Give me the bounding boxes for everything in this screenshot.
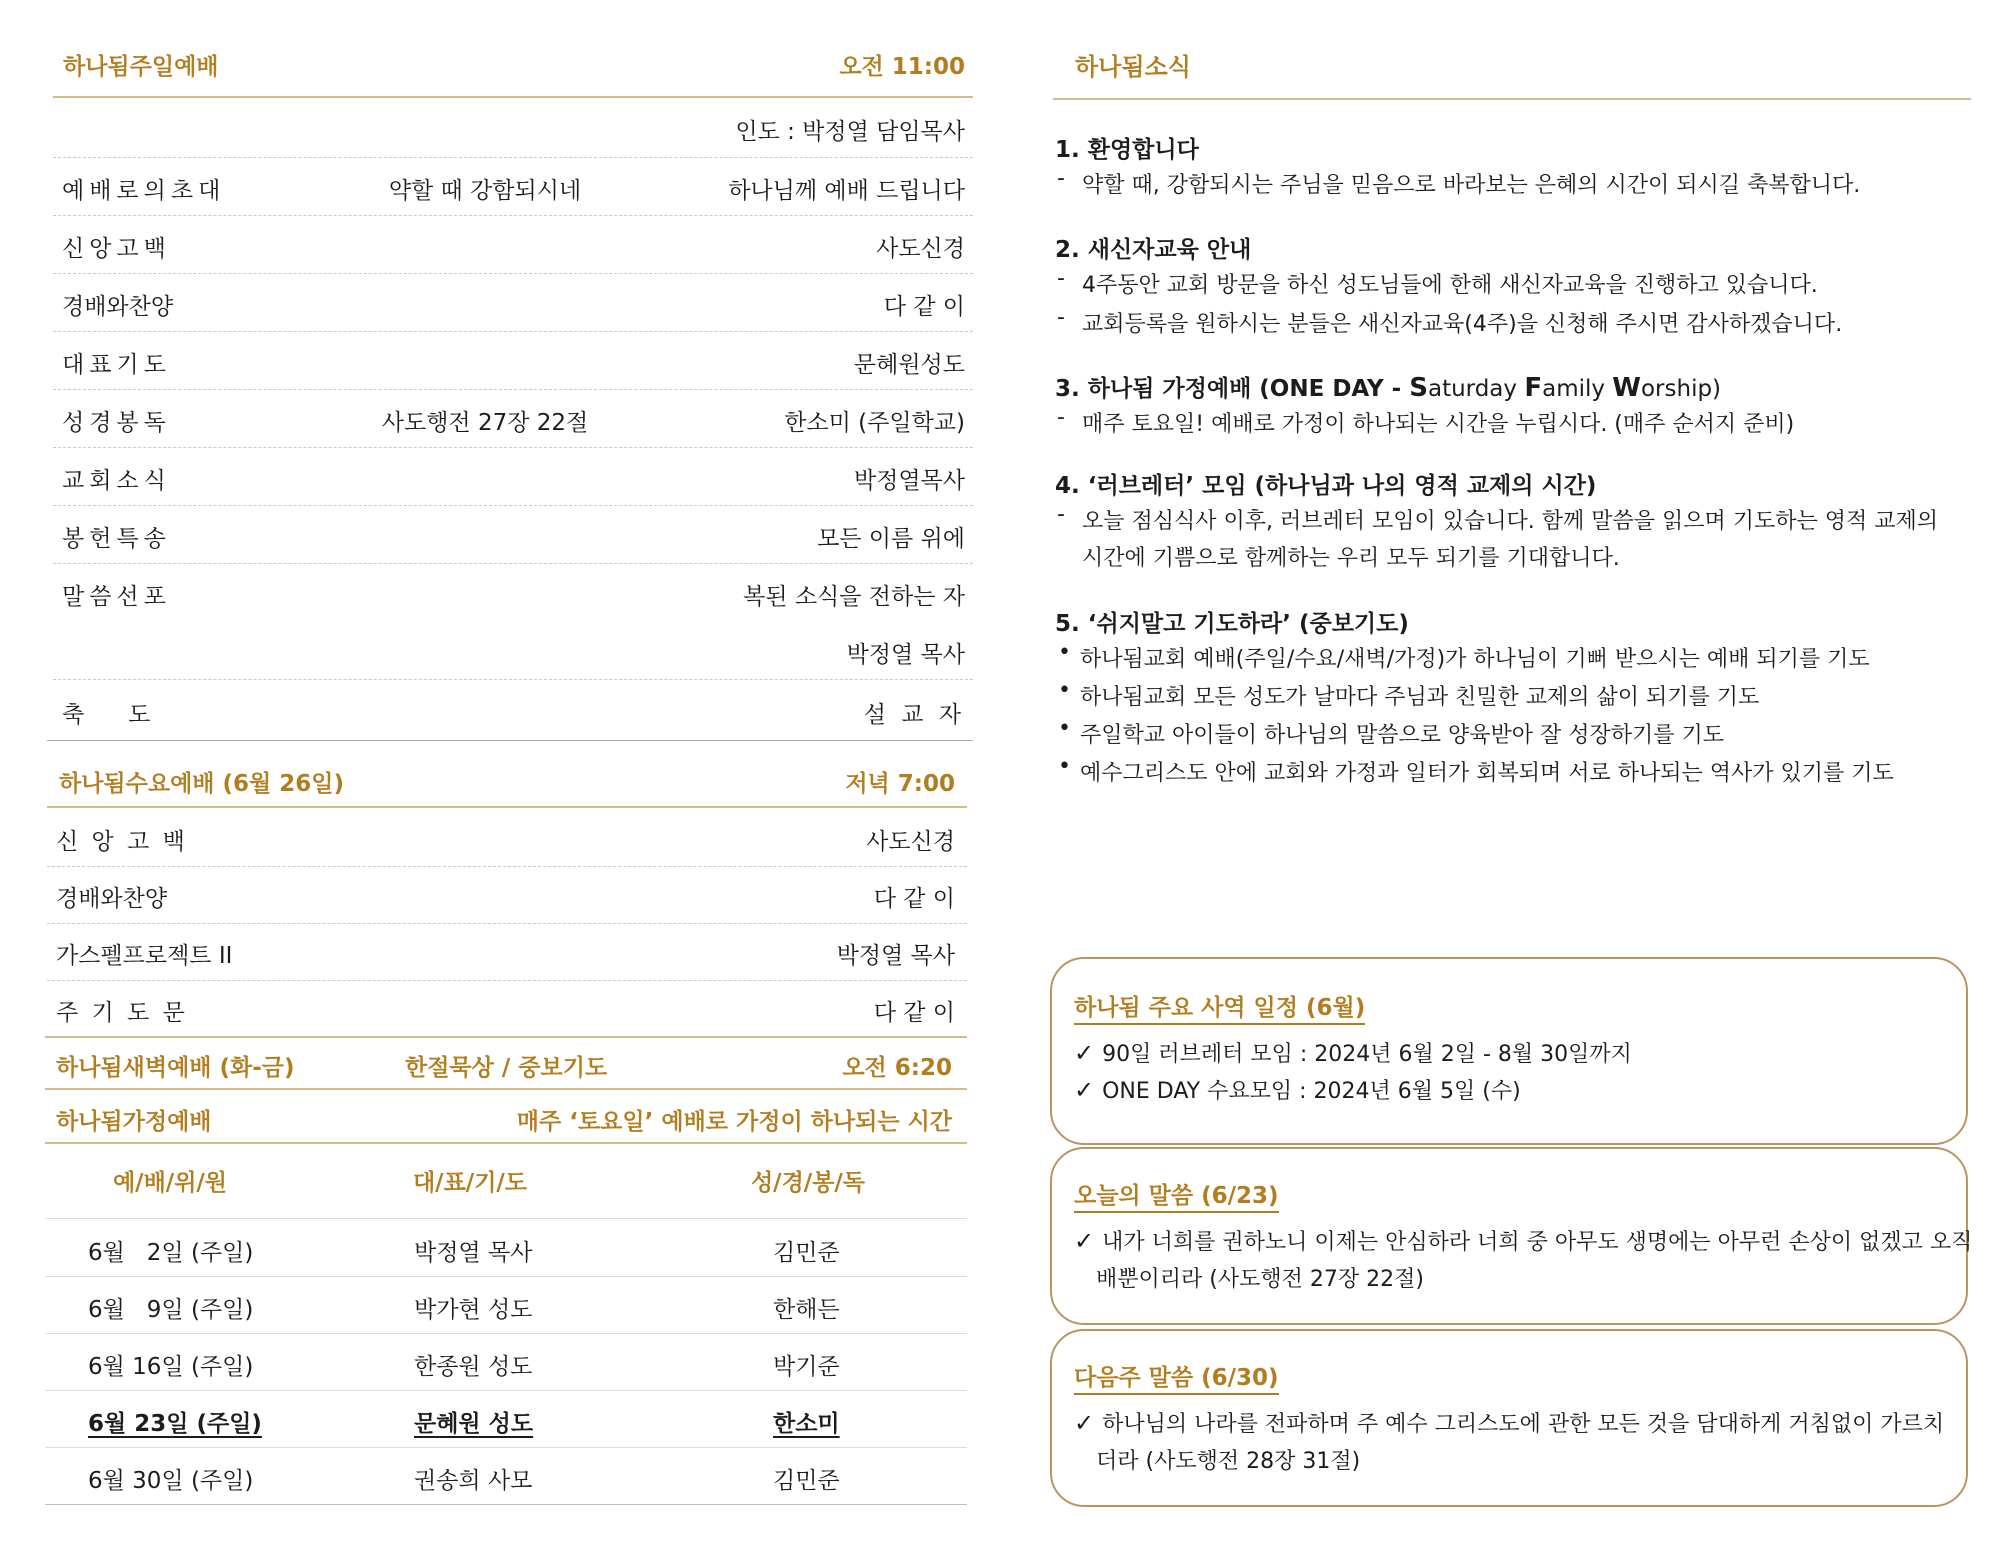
dot-bullet: •: [1058, 678, 1071, 703]
news-item-text: 시간에 기쁨으로 함께하는 우리 모두 되기를 기대합니다.: [1082, 546, 1620, 571]
family-worship-desc: 매주 ‘토요일’ 예배로 가정이 하나되는 시간: [516, 1109, 952, 1135]
dawn-service-title: 하나됨새벽예배 (화-금): [56, 1055, 295, 1081]
divider: [47, 923, 967, 924]
dawn-service-time: 오전 6:20: [842, 1055, 952, 1081]
order-leader: 다 같 이: [883, 294, 965, 320]
order-label: 말씀선포: [62, 584, 171, 610]
news-item-text: 오늘 점심식사 이후, 러브레터 모임이 있습니다. 함께 말씀을 읽으며 기도하는 영적 교제의: [1082, 509, 1938, 534]
ministry-schedule-box: [1050, 957, 1968, 1145]
divider: [45, 1390, 967, 1391]
order-leader: 문혜원성도: [853, 352, 965, 378]
news-item-heading: 1. 환영합니다: [1055, 137, 1199, 163]
dash-bullet: -: [1057, 166, 1065, 191]
heading-initial: F: [1524, 373, 1543, 403]
sunday-service-title: 하나됨주일예배: [63, 54, 219, 80]
order-leader: 사도신경: [876, 236, 965, 262]
news-item-text: 교회등록을 원하시는 분들은 새신자교육(4주)을 신청해 주시면 감사하겠습니다.: [1082, 312, 1843, 337]
heading-part: orship): [1640, 376, 1722, 402]
heading-part: 3. 하나됨 가정예배 (ONE DAY -: [1055, 376, 1410, 402]
divider: [45, 1447, 967, 1448]
schedule-text: 90일 러브레터 모임 : 2024년 6월 2일 - 8월 30일까지: [1102, 1042, 1632, 1067]
prayer-item: 하나됨교회 모든 성도가 날마다 주님과 친밀한 교제의 삶이 되기를 기도: [1080, 685, 1760, 710]
order-leader: 설 교 자: [863, 702, 965, 728]
dot-bullet: •: [1058, 716, 1071, 741]
verse-line: 하나님의 나라를 전파하며 주 예수 그리스도에 관한 모든 것을 담대하게 거침없이 가르치: [1102, 1412, 1945, 1437]
order-leader: 박정열 목사: [836, 943, 955, 969]
table-header: 예/배/위/원: [112, 1170, 228, 1196]
verse-line: 더라 (사도행전 28장 31절): [1096, 1449, 1361, 1474]
order-label: 신앙고백: [62, 236, 171, 262]
service-leader: 인도 : 박정열 담임목사: [735, 119, 965, 145]
dash-bullet: -: [1057, 305, 1065, 330]
news-item-heading: 2. 새신자교육 안내: [1055, 237, 1252, 263]
divider: [45, 1276, 967, 1277]
news-title: 하나됨소식: [1075, 53, 1191, 81]
table-row-date: 6월 30일 (주일): [88, 1468, 254, 1494]
heading-initial: S: [1409, 373, 1428, 403]
news-item-heading: [1055, 370, 1721, 403]
check-icon: ✓: [1074, 1227, 1095, 1255]
table-row-reading: 한해든: [773, 1297, 840, 1323]
divider: [53, 679, 973, 680]
divider: [53, 96, 973, 98]
box-title: 다음주 말씀 (6/30): [1074, 1359, 1279, 1395]
divider: [47, 980, 967, 981]
order-label: 주 기 도 문: [56, 1000, 188, 1026]
news-item-heading: 4. ‘러브레터’ 모임 (하나님과 나의 영적 교제의 시간): [1055, 473, 1597, 499]
divider: [53, 331, 973, 332]
wednesday-service-title: 하나됨수요예배 (6월 26일): [59, 771, 345, 797]
order-label: 경배와찬양: [62, 294, 174, 320]
news-item-text: 4주동안 교회 방문을 하신 성도님들에 한해 새신자교육을 진행하고 있습니다.: [1082, 273, 1818, 298]
table-row-prayer: 한종원 성도: [414, 1354, 533, 1380]
table-row-reading: 김민준: [773, 1240, 840, 1266]
divider: [53, 215, 973, 216]
table-row-date: 6월 16일 (주일): [88, 1354, 254, 1380]
prayer-item: 예수그리스도 안에 교회와 가정과 일터가 회복되며 서로 하나되는 역사가 있기를 기도: [1080, 761, 1894, 786]
order-leader: 박정열 목사: [846, 642, 965, 668]
table-row-reading: 박기준: [773, 1354, 840, 1380]
check-icon: ✓: [1074, 1039, 1095, 1067]
schedule-text: ONE DAY 수요모임 : 2024년 6월 5일 (수): [1102, 1079, 1521, 1104]
table-row-prayer: 권송희 사모: [414, 1468, 533, 1494]
dot-bullet: •: [1058, 640, 1071, 665]
table-row-prayer: 박가현 성도: [414, 1297, 533, 1323]
table-row-reading-current: 한소미: [773, 1411, 840, 1437]
divider: [53, 563, 973, 564]
dot-bullet: •: [1058, 754, 1071, 779]
next-verse-box: [1050, 1329, 1968, 1507]
order-label: 대표기도: [62, 352, 171, 378]
table-row-reading: 김민준: [773, 1468, 840, 1494]
order-leader: 박정열목사: [853, 468, 965, 494]
heading-part: aturday: [1427, 376, 1525, 402]
table-row-date: 6월 9일 (주일): [88, 1297, 254, 1323]
table-header: 대/표/기/도: [412, 1170, 528, 1196]
family-worship-title: 하나됨가정예배: [56, 1109, 212, 1135]
divider: [45, 1036, 967, 1038]
divider: [45, 1088, 967, 1090]
order-label: 경배와찬양: [56, 886, 168, 912]
divider: [1053, 98, 1971, 100]
prayer-item: 하나됨교회 예배(주일/수요/새벽/가정)가 하나님이 기뻐 받으시는 예배 되기를 기도: [1080, 647, 1870, 672]
divider: [45, 1218, 967, 1219]
schedule-item: [1074, 1037, 1632, 1068]
divider: [47, 866, 967, 867]
worship-order-column: [0, 0, 980, 1546]
divider: [53, 389, 973, 390]
heading-initial: W: [1612, 373, 1641, 403]
prayer-item: 주일학교 아이들이 하나님의 말씀으로 양육받아 잘 성장하기를 기도: [1080, 723, 1725, 748]
table-row-prayer-current: 문혜원 성도: [414, 1411, 534, 1437]
order-leader: 다 같 이: [873, 886, 955, 912]
verse-line: 내가 너희를 권하노니 이제는 안심하라 너희 중 아무도 생명에는 아무런 손상이 없겠고 오직: [1102, 1230, 1973, 1255]
order-label: 축 도: [62, 702, 151, 728]
heading-part: amily: [1542, 376, 1613, 402]
today-verse-box: [1050, 1147, 1973, 1325]
order-leader: 하나님께 예배 드립니다: [728, 178, 965, 204]
news-item-text: 매주 토요일! 예배로 가정이 하나되는 시간을 누립시다. (매주 순서지 준비): [1082, 412, 1795, 437]
table-row-date-current: 6월 23일 (주일): [88, 1411, 262, 1437]
verse-text: [1074, 1407, 1944, 1438]
divider: [53, 273, 973, 274]
order-leader: 다 같 이: [873, 1000, 955, 1026]
news-item-text: 약할 때, 강함되시는 주님을 믿음으로 바라보는 은혜의 시간이 되시길 축복합니다.: [1082, 173, 1861, 198]
order-leader: 사도신경: [866, 829, 955, 855]
divider: [45, 1504, 967, 1505]
order-label: 성경봉독: [62, 410, 171, 436]
dash-bullet: -: [1057, 405, 1065, 430]
order-leader: 한소미 (주일학교): [784, 410, 965, 436]
divider: [53, 157, 973, 158]
order-detail: 사도행전 27장 22절: [381, 410, 589, 436]
schedule-item: [1074, 1074, 1521, 1105]
table-row-prayer: 박정열 목사: [414, 1240, 533, 1266]
box-title: 오늘의 말씀 (6/23): [1074, 1177, 1279, 1213]
divider: [53, 505, 973, 506]
table-header: 성/경/봉/독: [750, 1170, 866, 1196]
sunday-service-time: 오전 11:00: [839, 54, 965, 80]
wednesday-service-time: 저녁 7:00: [845, 771, 955, 797]
dash-bullet: -: [1057, 266, 1065, 291]
order-leader: 모든 이름 위에: [817, 526, 965, 552]
dash-bullet: -: [1057, 502, 1065, 527]
news-item-heading: 5. ‘쉬지말고 기도하라’ (중보기도): [1055, 611, 1409, 637]
divider: [45, 1142, 967, 1144]
order-detail: 약할 때 강함되시네: [388, 178, 582, 204]
check-icon: ✓: [1074, 1409, 1095, 1437]
dawn-service-detail: 한절묵상 / 중보기도: [405, 1055, 608, 1081]
check-icon: ✓: [1074, 1076, 1095, 1104]
box-title: 하나됨 주요 사역 일정 (6월): [1074, 989, 1365, 1025]
order-leader: 복된 소식을 전하는 자: [743, 584, 965, 610]
order-label: 교회소식: [62, 468, 171, 494]
divider: [45, 1333, 967, 1334]
divider: [47, 806, 967, 808]
verse-line: 배뿐이리라 (사도행전 27장 22절): [1096, 1267, 1424, 1292]
order-label: 신 앙 고 백: [56, 829, 188, 855]
table-row-date: 6월 2일 (주일): [88, 1240, 254, 1266]
verse-text: [1074, 1225, 1972, 1256]
order-label: 예배로의초대: [62, 178, 226, 204]
divider: [53, 447, 973, 448]
order-label: 가스펠프로젝트 II: [56, 943, 233, 969]
order-label: 봉헌특송: [62, 526, 171, 552]
divider: [47, 740, 973, 741]
